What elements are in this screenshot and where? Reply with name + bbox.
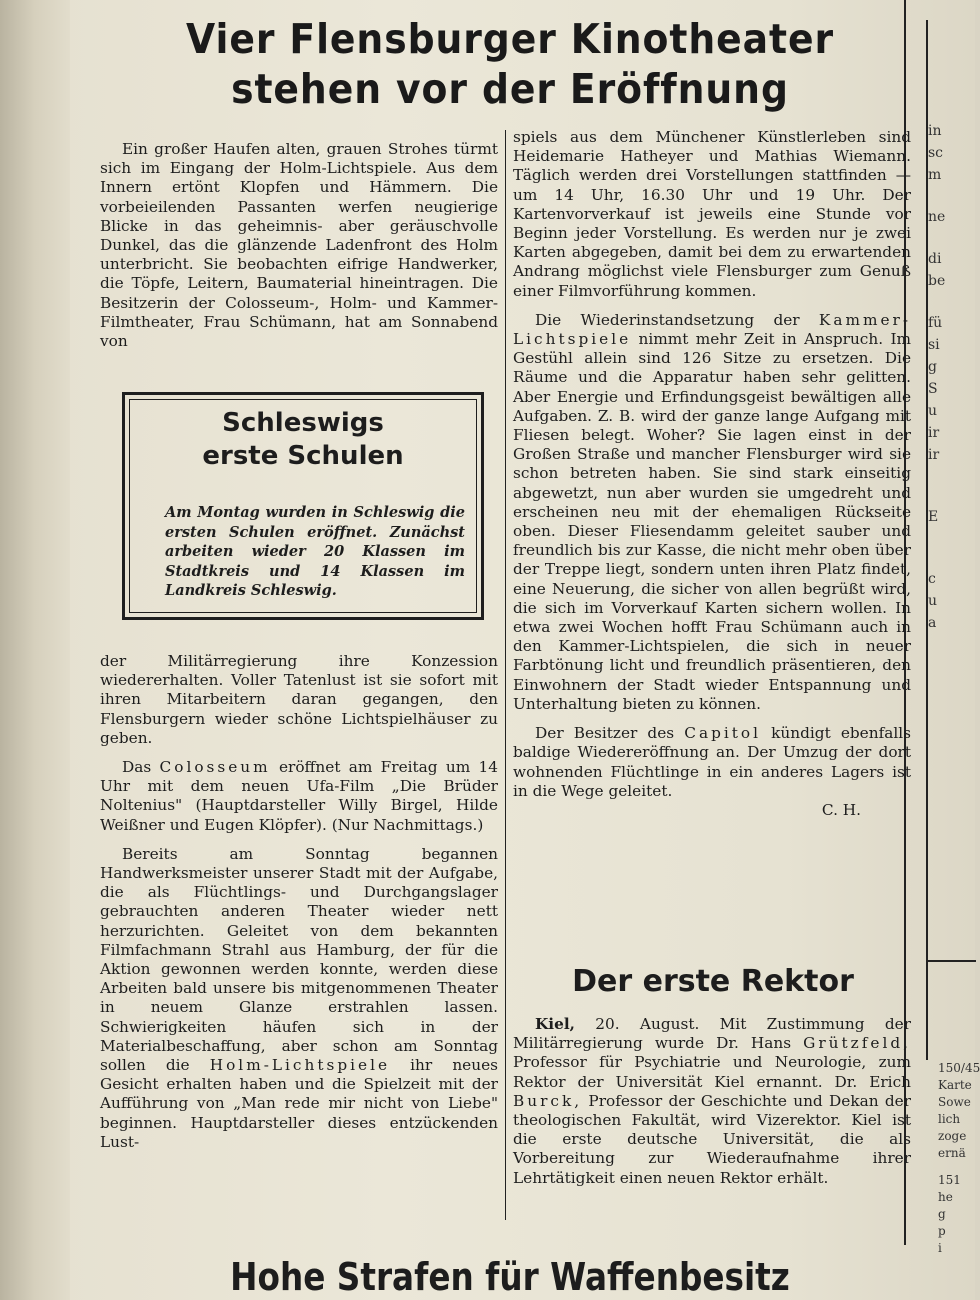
text-run: ihr neues Gesicht erhalten haben und die Spielzeit mit der Aufführung von „Man rede mir nicht von Liebe" beginnen. Hauptdarsteller dieses entzückenden Lust- [100,1056,498,1151]
text-run: Bereits am Sonntag begannen Handwerksmeister unserer Stadt mit der Aufgabe, die als Flüchtlings- und Durchgangslager gebrauchten anderen Theater wieder nett herzurichten. Geleitet von dem bekannten Filmfachmann Strahl aus Hamburg, der für die Aktion gewonnen werden konnte, werden diese Arbeiten bald unsere bis mitgenommenen Theater in neuem Glanze erstrahlen lassen. Schwierigkeiten häufen sich in der Materialbeschaffung, aber schon am Sonntag sollen die [100,844,498,1075]
headline-line-1: Vier Flensburger Kinotheater [186,15,834,63]
paragraph: spiels aus dem Münchener Künstlerleben sind Heidemarie Hatheyer und Mathias Wiemann. Täglich werden drei Vorstellungen stattfinden — um 14 Uhr, 16.30 Uhr und 19 Uhr. Der Kartenvorverkauf ist jeweils eine Stunde vor Beginn jeder Vorstellung. Es werden nur je zwei Karten abgegeben, damit bei dem zu erwartenden Andrang möglichst viele Flensburger zum Genuß einer Filmvorführung kommen. [513,128,911,300]
text-run: eröffnet am Freitag um 14 Uhr mit dem neuen Ufa-Film „Die Brüder Noltenius" (Hauptdarsteller Willy Birgel, Hilde Weißner und Eugen Klöpfer). (Nur Nachmittags.) [100,758,498,834]
spaced-name: Grützfeld, [803,1034,911,1053]
article-column-1-top [100,140,498,351]
main-headline [151,14,869,114]
rektor-article [513,1015,911,1188]
spaced-name: Holm-Lichtspiele [209,1056,391,1075]
box-text: Am Montag wurden in Schleswig die ersten Schulen eröffnet. Zunächst arbeiten wieder 20 Klassen im Stadtkreis und 14 Klassen im Landkreis Schleswig. [165,504,465,599]
text-run: 20. August. Mit Zustimmung der Militärregierung wurde Dr. Hans [513,1015,911,1053]
article-column-2-top [513,128,911,820]
text-run: Der Besitzer des [535,724,675,743]
box-title [125,407,481,473]
adjacent-column-fragment [928,120,978,634]
box-title-line-2: erste Schulen [202,441,404,471]
text-run: Die Wiederinstandsetzung der [535,310,800,329]
text-run: nimmt mehr Zeit in Anspruch. Im Gestühl allein sind 126 Sitze zu ersetzen. Die Räume und die Apparatur haben sehr gelitten. Aber Energie und Erfindungsgeist bewältigen alle Aufgaben. Z. B. wird der ganze lange Aufgang mit Fliesen belegt. Woher? Sie lagen einst in der Großen Straße und mancher Flensburger wird sie schon betreten haben. Sie sind stark einseitig abgewetzt, nun aber wurden sie umgedreht und erscheinen neu mit der ehemaligen Rückseite oben. Dieser Fliesendamm geleitet sauber und freundlich bis zur Kasse, die nicht mehr oben über der Treppe liegt, sondern unten ihren Platz findet, eine Neuerung, die sicher von allen begrüßt wird, die sich im Vorverkauf Karten sichern wollen. In etwa zwei Wochen hofft Frau Schümann auch in den Kammer-Lichtspielen, die sich in neuer Farbtönung licht und freundlich präsentieren, den Einwohnern der Stadt wieder Entspannung und Unterhaltung bieten zu können. [513,330,911,713]
fragment: u [928,593,938,609]
fragment: zoge [938,1129,967,1143]
paragraph [513,1015,911,1188]
fragment: ir [928,425,940,441]
headline-line-2: stehen vor der Eröffnung [231,65,789,113]
paragraph: der Militärregierung ihre Konzession wiedererhalten. Voller Tatenlust ist sie sofort mit ihren Mitarbeitern daran gegangen, den Flensburgern wieder schöne Lichtspielhäuser zu geben. [100,652,498,747]
spaced-name: Colosseum [159,758,271,777]
adjacent-box-fragment [938,1060,978,1257]
fragment: di [928,251,942,267]
page-fold-shadow [0,0,70,1300]
text-run: Professor für Psychiatrie und Neurologie, zum Rektor der Universität Kiel ernannt. Dr. Erich [513,1053,911,1091]
news-box-schleswig [122,392,484,620]
paragraph [100,845,498,1152]
fragment: si [928,337,940,353]
fragment: fü [928,315,943,331]
fragment: be [928,273,946,289]
fragment: p [938,1224,946,1238]
fragment: Karte [938,1078,972,1092]
fragment: in [928,123,942,139]
fragment: 151 [938,1173,961,1187]
text-run: kündigt ebenfalls baldige Wiedereröffnung an. Der Umzug der dort wohnenden Flüchtlinge in ein anderes Lagers ist in die Wege geleitet. [513,724,911,800]
spaced-name: Capitol [684,724,762,743]
side-box-rule [926,960,976,962]
spaced-name: Burck, [513,1091,583,1110]
fragment: i [938,1241,942,1255]
author-signature: C. H. [821,800,861,819]
paragraph [100,758,498,835]
rektor-headline: Der erste Rektor [572,964,854,999]
fragment: m [928,167,942,183]
fragment: ne [928,209,946,225]
paragraph [513,724,911,801]
bottom-headline: Hohe Strafen für Waffenbesitz [230,1255,790,1299]
fragment: ernä [938,1146,966,1160]
fragment: g [938,1207,946,1221]
text-run: Professor der Geschichte und Dekan der theologischen Fakultät, wird Vizerektor. Kiel ist die erste deutsche Universität, die als Vorbereitung zur Wiederaufnahme ihrer Lehrtätigkeit einen neuen Rektor erhält. [513,1091,911,1187]
fragment: 150/45 [938,1061,980,1075]
paragraph: Ein großer Haufen alten, grauen Strohes türmt sich im Eingang der Holm-Lichtspiele. Aus dem Innern ertönt Klopfen und Hämmern. Die vorbeieilenden Passanten werfen neugierige Blicke in das geheimnis- aber geräuschvolle Dunkel, das die glänzende Ladenfront des Holm unterbricht. Sie beobachten eifrige Handwerker, die Töpfe, Leitern, Baumaterial hineintragen. Die Besitzerin der Colosseum-, Holm- und Kammer-Filmtheater, Frau Schümann, hat am Sonnabend von [100,140,498,351]
spaced-name: Kammer-Lichtspiele [513,310,911,349]
fragment: ir [928,447,940,463]
column-divider-1 [505,130,506,1220]
fragment: u [928,403,938,419]
fragment: sc [928,145,944,161]
dateline: Kiel, [535,1015,575,1033]
fragment: E [928,509,939,525]
fragment: lich [938,1112,961,1126]
fragment: he [938,1190,953,1204]
fragment: g [928,359,937,375]
fragment: S [928,381,938,397]
article-column-1-bottom [100,652,498,1152]
fragment: c [928,571,936,587]
box-title-line-1: Schleswigs [222,408,384,438]
paragraph [513,311,911,714]
text-run: Das [122,758,152,777]
fragment: a [928,615,937,631]
fragment: Sowe [938,1095,971,1109]
